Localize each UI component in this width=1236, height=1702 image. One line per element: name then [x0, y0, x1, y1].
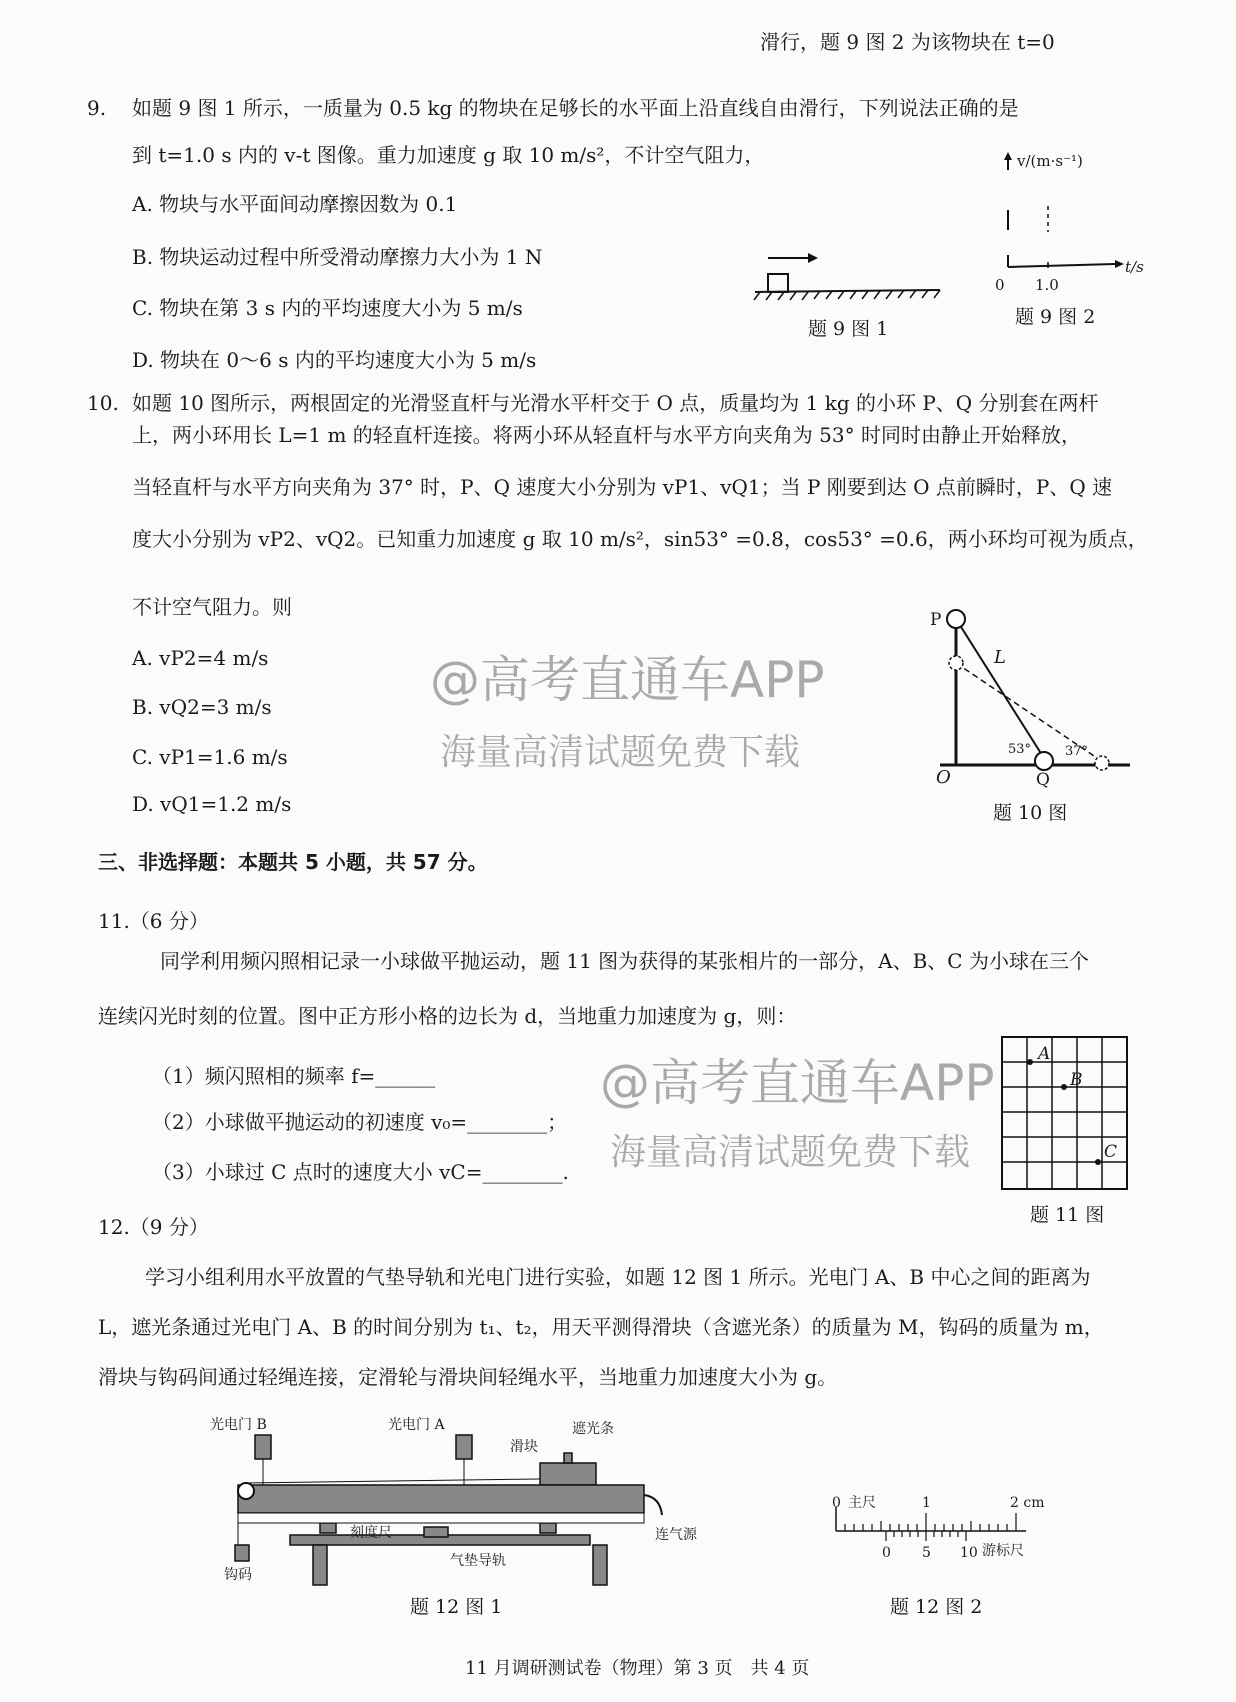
vernier-ten: 10 [960, 1545, 978, 1561]
q12-fig2-caption: 题 12 图 2 [890, 1596, 983, 1618]
q12-fig1-apparatus [180, 1405, 740, 1585]
point-c: C [1104, 1142, 1118, 1162]
q9-option-a: A. 物块与水平面间动摩擦因数为 0.1 [132, 192, 458, 216]
q11-line: 同学利用频闪照相记录一小球做平抛运动，题 11 图为获得的某张相片的一部分，A、B、C 为小球在三个 [160, 949, 1089, 973]
q9-option-d: D. 物块在 0～6 s 内的平均速度大小为 5 m/s [132, 348, 537, 372]
label-weight: 钩码 [224, 1567, 252, 1583]
q9-fig2-ylabel: v/(m·s⁻¹) [1017, 152, 1083, 170]
q9-fig2-tick: 1.0 [1035, 276, 1059, 294]
q9-line1b: 下列说法正确的是 [858, 96, 1019, 120]
q12-number: 12.（9 分） [98, 1215, 209, 1239]
page-footer: 11 月调研测试卷（物理）第 3 页 共 4 页 [465, 1658, 810, 1679]
q10-option-b: B. vQ2=3 m/s [132, 695, 272, 719]
label-strip: 遮光条 [572, 1421, 614, 1437]
q9-option-b: B. 物块运动过程中所受滑动摩擦力大小为 1 N [132, 245, 543, 269]
q12-line: 滑块与钩码间通过轻绳连接，定滑轮与滑块间轻绳水平，当地重力加速度大小为 g。 [98, 1365, 838, 1389]
q10-option-a: A. vP2=4 m/s [132, 646, 269, 670]
q10-line: 上，两小环用长 L=1 m 的轻直杆连接。将两小环从轻直杆与水平方向夹角为 53° 时同时由静止开始释放， [132, 423, 1081, 447]
point-a: A [1038, 1044, 1051, 1064]
label-air-source: 连气源 [655, 1527, 697, 1543]
q9-fig2-xlabel: t/s [1125, 258, 1144, 276]
watermark-text: @高考直通车APP [430, 651, 825, 709]
label-slider: 滑块 [510, 1439, 538, 1455]
q9-fig1-diagram [750, 250, 950, 310]
q9-line1: 如题 9 图 1 所示，一质量为 0.5 kg 的物块在足够长的水平面上沿直线自由滑行， [132, 96, 859, 120]
q9-fig1-caption: 题 9 图 1 [808, 318, 889, 340]
q9-number: 9. [87, 96, 107, 120]
vernier-label: 游标尺 [982, 1543, 1024, 1559]
q12-line: 学习小组利用水平放置的气垫导轨和光电门进行实验，如题 12 图 1 所示。光电门 A、B 中心之间的距离为 [145, 1265, 1091, 1289]
q10-line: 如题 10 图所示，两根固定的光滑竖直杆与光滑水平杆交于 O 点，质量均为 1 kg 的小环 P、Q 分别套在两杆 [132, 391, 1099, 415]
section-3-heading: 三、非选择题：本题共 5 小题，共 57 分。 [98, 850, 488, 874]
q10-line: 不计空气阻力。则 [132, 595, 292, 619]
watermark-text: 海量高清试题免费下载 [440, 732, 801, 773]
q11-item-3: （3）小球过 C 点时的速度大小 vC=________. [152, 1160, 569, 1184]
q9-line2: 到 t=1.0 s 内的 v-t 图像。重力加速度 g 取 10 m/s²，不计空气阻力， [132, 143, 765, 167]
q10-number: 10. [87, 391, 119, 415]
main-scale-two: 2 cm [1010, 1495, 1045, 1511]
label-gate-b: 光电门 B [210, 1417, 267, 1433]
main-scale-zero: 0 [832, 1495, 841, 1511]
label-l: L [994, 647, 1006, 668]
q10-figure [920, 605, 1140, 790]
q10-option-c: C. vP1=1.6 m/s [132, 745, 288, 769]
q10-line: 度大小分别为 vP2、vQ2。已知重力加速度 g 取 10 m/s²，sin53° =0.8，cos53° =0.6，两小环均可视为质点， [132, 527, 1148, 551]
watermark-text: @高考直通车APP [600, 1054, 995, 1112]
vernier-zero: 0 [882, 1545, 891, 1561]
q9-fig2-caption: 题 9 图 2 [1015, 306, 1096, 328]
q12-fig1-caption: 题 12 图 1 [410, 1596, 503, 1618]
label-p: P [930, 610, 942, 630]
q11-fig-caption: 题 11 图 [1030, 1204, 1105, 1226]
q9-option-c: C. 物块在第 3 s 内的平均速度大小为 5 m/s [132, 296, 523, 320]
q10-fig-caption: 题 10 图 [993, 802, 1068, 824]
label-q: Q [1036, 770, 1050, 790]
label-gate-a: 光电门 A [388, 1417, 445, 1433]
main-scale-label: 主尺 [848, 1495, 876, 1511]
q9-fig2-graph [985, 150, 1144, 300]
q10-option-d: D. vQ1=1.2 m/s [132, 792, 292, 816]
angle-37: 37° [1065, 744, 1089, 759]
q11-line: 连续闪光时刻的位置。图中正方形小格的边长为 d，当地重力加速度为 g，则： [98, 1004, 797, 1028]
main-scale-one: 1 [922, 1495, 931, 1511]
vernier-five: 5 [922, 1545, 931, 1561]
q11-item-2: （2）小球做平抛运动的初速度 v₀=________； [152, 1110, 568, 1134]
label-scale: 刻度尺 [350, 1525, 392, 1541]
point-b: B [1070, 1070, 1083, 1090]
q9-fig2-origin: 0 [995, 276, 1005, 294]
q10-line: 当轻直杆与水平方向夹角为 37° 时，P、Q 速度大小分别为 vP1、vQ1；当 P 刚要到达 O 点前瞬时，P、Q 速 [132, 475, 1113, 499]
q12-line: L，遮光条通过光电门 A、B 的时间分别为 t₁、t₂，用天平测得滑块（含遮光条）的质量为 M，钩码的质量为 m， [98, 1315, 1104, 1339]
angle-53: 53° [1008, 742, 1032, 757]
watermark-text: 海量高清试题免费下载 [610, 1132, 971, 1173]
q11-grid-figure [1000, 1035, 1140, 1195]
q9-line1-row [132, 98, 1019, 118]
q11-number: 11.（6 分） [98, 909, 209, 933]
q12-fig2-vernier [830, 1495, 1050, 1575]
label-o: O [936, 767, 951, 788]
q9-line0: 滑行，题 9 图 2 为该物块在 t=0 [760, 30, 1055, 54]
label-air-rail: 气垫导轨 [450, 1553, 506, 1569]
q11-item-1: （1）频闪照相的频率 f=______ [152, 1064, 436, 1088]
